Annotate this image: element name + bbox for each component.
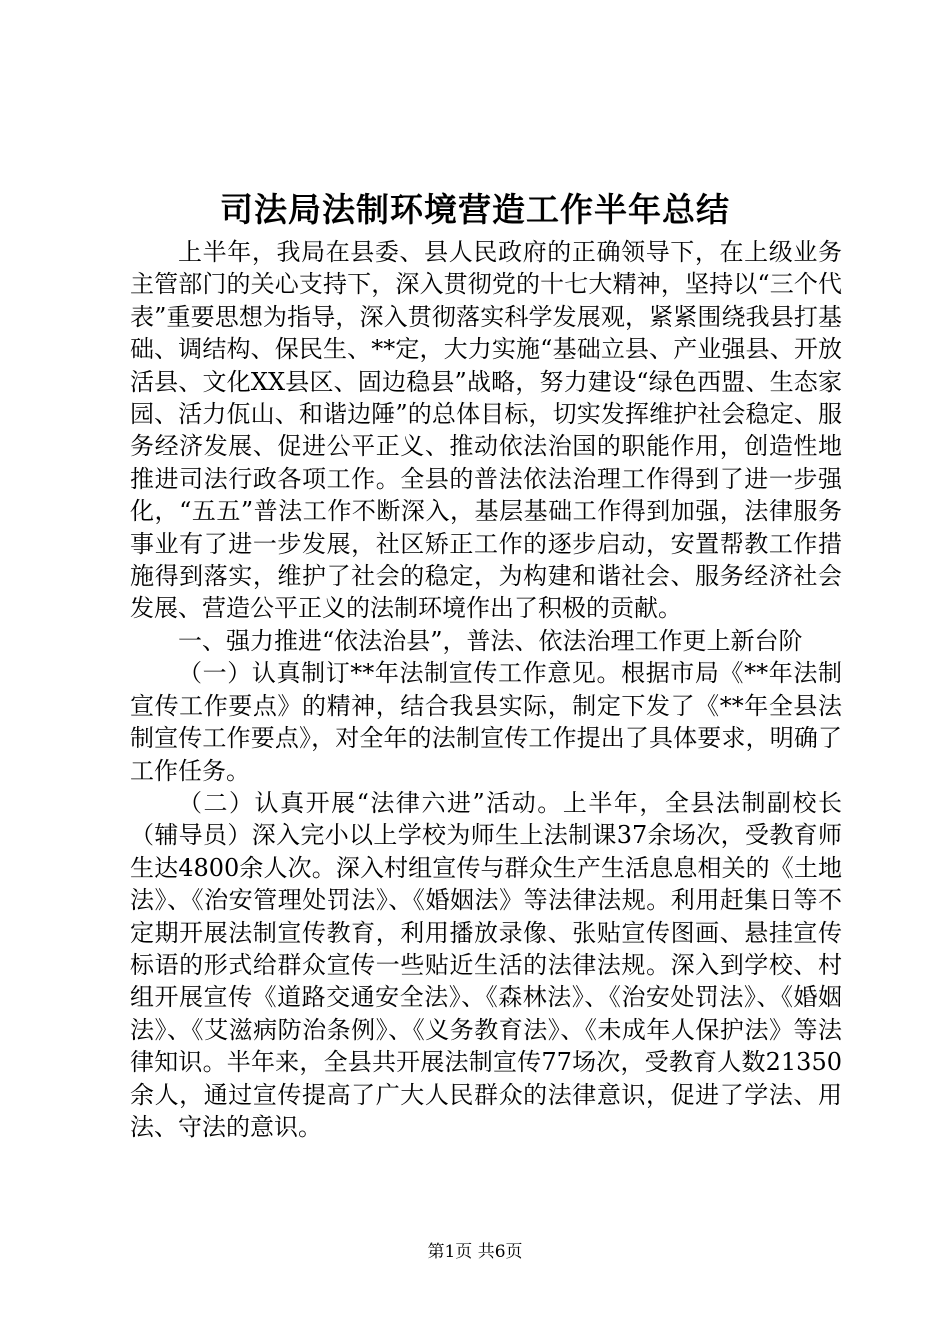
document-title: 司法局法制环境营造工作半年总结 [220,190,730,229]
paragraph-subsection-2: （二）认真开展“法律六进”活动。上半年，全县法制副校长（辅导员）深入完小以上学校为师生上法制课37余场次，受教育师生达4800余人次。深入村组宣传与群众生产生活息息相关的《土地法》、《治安管理处罚法》、《婚姻法》等法律法规。利用赶集日等不定期开展法制宣传教育，利用播放录像、张贴宣传图画、悬挂宣传标语的形式给群众宣传一些贴近生活的法律法规。深入到学校、村组开展宣传《道路交通安全法》、《森林法》、《治安处罚法》、《婚姻法》、《艾滋病防治条例》、《义务教育法》、《未成年人保护法》等法律知识。半年来，全县共开展法制宣传77场次，受教育人数21350余人，通过宣传提高了广大人民群众的法律意识，促进了学法、用法、守法的意识。 [130,788,842,1141]
section-heading-1: 一、强力推进“依法治县”，普法、依法治理工作更上新台阶 [178,626,803,655]
paragraph-subsection-1: （一）认真制订**年法制宣传工作意见。根据市局《**年法制宣传工作要点》的精神，结合我县实际，制定下发了《**年全县法制宣传工作要点》，对全年的法制宣传工作提出了具体要求，明确了工作任务。 [130,659,842,785]
document-body [130,236,842,1143]
page-footer: 第1页 共6页 [427,1242,523,1262]
paragraph-intro: 上半年，我局在县委、县人民政府的正确领导下，在上级业务主管部门的关心支持下，深入贯彻党的十七大精神，坚持以“三个代表”重要思想为指导，深入贯彻落实科学发展观，紧紧围绕我县打基础、调结构、保民生、**定，大力实施“基础立县、产业强县、开放活县、文化XX县区、固边稳县”战略，努力建设“绿色西盟、生态家园、活力佤山、和谐边陲”的总体目标，切实发挥维护社会稳定、服务经济发展、促进公平正义、推动依法治国的职能作用，创造性地推进司法行政各项工作。全县的普法依法治理工作得到了进一步强化，“五五”普法工作不断深入，基层基础工作得到加强，法律服务事业有了进一步发展，社区矫正工作的逐步启动，安置帮教工作措施得到落实，维护了社会的稳定，为构建和谐社会、服务经济社会发展、营造公平正义的法制环境作出了积极的贡献。 [130,238,842,623]
